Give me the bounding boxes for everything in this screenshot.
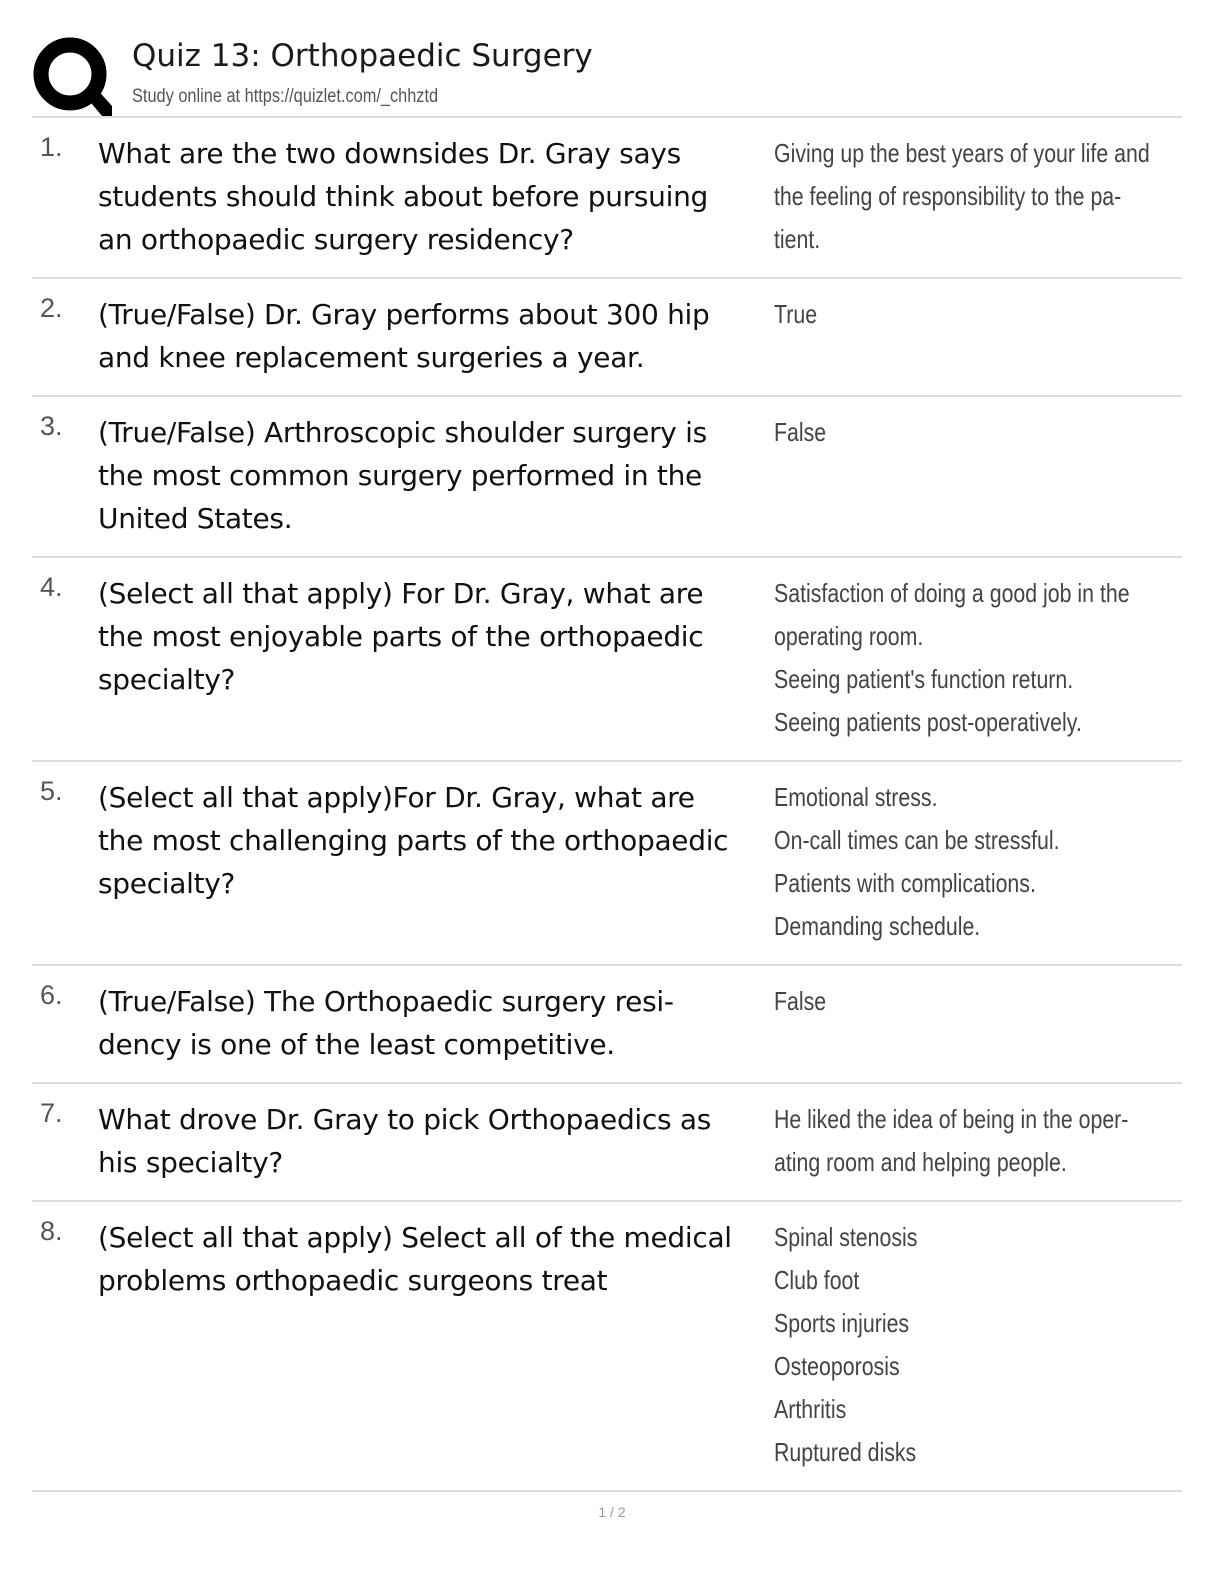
card-definition	[774, 1098, 1206, 1200]
card-definition	[774, 411, 1182, 556]
definition-line: Seeing patients post-operatively.	[774, 707, 1082, 737]
card-term: (Select all that apply)For Dr. Gray, what are the most challenging parts of the orthopaedic specialty?	[98, 781, 729, 900]
definition-line: Demanding schedule.	[774, 911, 981, 941]
definition-line: Seeing patient's function return.	[774, 664, 1074, 694]
card-definition	[774, 1216, 1182, 1490]
page-header	[32, 30, 1182, 116]
definition-line: Emotional stress.	[774, 782, 938, 812]
card-term: (Select all that apply) Select all of the medical problems orthopaedic surgeons treat	[98, 1221, 732, 1297]
card-term: What are the two downsides Dr. Gray says students should think about before pursuing an orthopaedic surgery residency?	[98, 137, 709, 256]
study-online-link[interactable]: Study online at https://quizlet.com/_chhztd	[132, 86, 439, 107]
definition-line: Patients with complications.	[774, 868, 1036, 898]
card-number: 5.	[40, 776, 63, 806]
definition-line: Osteoporosis	[774, 1351, 900, 1381]
divider	[32, 1490, 1182, 1492]
card-term: What drove Dr. Gray to pick Orthopaedics as his specialty?	[98, 1103, 712, 1179]
card-term: (Select all that apply) For Dr. Gray, what are the most enjoyable parts of the orthopaedic specialty?	[98, 577, 704, 696]
card-5	[32, 760, 1182, 964]
definition-line: ating room and helping people.	[774, 1147, 1067, 1177]
card-number: 3.	[40, 411, 63, 441]
definition-line: Satisfaction of doing a good job in the	[774, 578, 1130, 608]
card-3	[32, 395, 1182, 556]
definition-line: True	[774, 299, 818, 329]
definition-line: Spinal stenosis	[774, 1222, 918, 1252]
definition-line: False	[774, 986, 827, 1016]
card-definition	[774, 980, 1182, 1082]
definition-line: Club foot	[774, 1265, 860, 1295]
definition-line: the feeling of responsibility to the pa-	[774, 181, 1122, 211]
card-6	[32, 964, 1182, 1082]
quizlet-logo-icon	[32, 36, 114, 118]
definition-line: Giving up the best years of your life and	[774, 138, 1150, 168]
card-term: (True/False) Dr. Gray performs about 300 hip and knee replacement surgeries a year.	[98, 298, 710, 374]
card-definition	[774, 776, 1182, 964]
card-number: 2.	[40, 293, 63, 323]
card-term: (True/False) Arthroscopic shoulder surgery is the most common surgery performed in the United States.	[98, 416, 707, 535]
card-number: 4.	[40, 572, 63, 602]
card-list	[32, 116, 1182, 1492]
card-number: 6.	[40, 980, 63, 1010]
card-number: 7.	[40, 1098, 63, 1128]
definition-line: False	[774, 417, 827, 447]
page-number: 1 / 2	[598, 1504, 626, 1520]
card-term: (True/False) The Orthopaedic surgery resi- dency is one of the least competitive.	[98, 985, 674, 1061]
card-4	[32, 556, 1182, 760]
definition-line: operating room.	[774, 621, 924, 651]
definition-line: tient.	[774, 224, 821, 254]
card-2	[32, 277, 1182, 395]
card-number: 1.	[40, 132, 63, 162]
card-1	[32, 116, 1182, 277]
definition-line: Arthritis	[774, 1394, 847, 1424]
card-definition	[774, 572, 1208, 760]
card-definition	[774, 293, 1182, 395]
definition-line: He liked the idea of being in the oper-	[774, 1104, 1129, 1134]
card-8	[32, 1200, 1182, 1490]
definition-line: Sports injuries	[774, 1308, 910, 1338]
card-7	[32, 1082, 1182, 1200]
definition-line: Ruptured disks	[774, 1437, 917, 1467]
card-definition	[774, 132, 1224, 277]
definition-line: On-call times can be stressful.	[774, 825, 1060, 855]
card-number: 8.	[40, 1216, 63, 1246]
page-title: Quiz 13: Orthopaedic Surgery	[132, 38, 593, 74]
